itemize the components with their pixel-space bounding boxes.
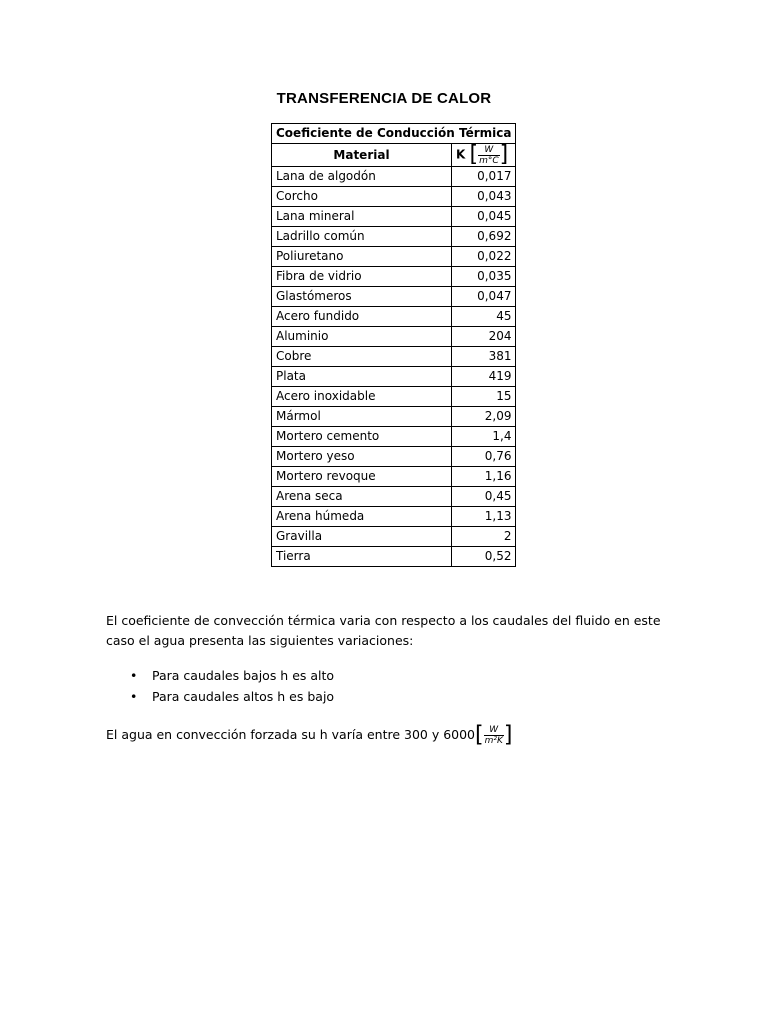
k-value-cell: 0,047 <box>451 287 515 307</box>
table-row <box>272 387 516 407</box>
table-row <box>272 307 516 327</box>
k-value-cell: 0,76 <box>451 447 515 467</box>
bracket-open: [ <box>475 722 484 748</box>
material-cell: Aluminio <box>272 327 452 347</box>
table-row <box>272 407 516 427</box>
k-value-cell: 2 <box>451 527 515 547</box>
table-row <box>272 427 516 447</box>
material-cell: Poliuretano <box>272 247 452 267</box>
k-value-cell: 45 <box>451 307 515 327</box>
paragraph-convection: El coeficiente de convección térmica varia con respecto a los caudales del fluido en este caso el agua presenta las siguientes variaciones: <box>106 613 661 648</box>
material-cell: Mortero revoque <box>272 467 452 487</box>
table-row <box>272 167 516 187</box>
material-cell: Ladrillo común <box>272 227 452 247</box>
table-row <box>272 287 516 307</box>
bracket-open: [ <box>469 142 479 167</box>
table-row <box>272 347 516 367</box>
k-value-cell: 0,043 <box>451 187 515 207</box>
material-cell: Glastómeros <box>272 287 452 307</box>
k-value-cell: 0,52 <box>451 547 515 567</box>
material-cell: Acero fundido <box>272 307 452 327</box>
header-k <box>451 144 515 167</box>
k-value-cell: 0,017 <box>451 167 515 187</box>
material-cell: Cobre <box>272 347 452 367</box>
table-row <box>272 187 516 207</box>
k-unit <box>478 145 500 166</box>
h-unit-numerator: W <box>484 725 504 736</box>
k-value-cell: 15 <box>451 387 515 407</box>
material-cell: Acero inoxidable <box>272 387 452 407</box>
paragraph-water <box>106 724 666 747</box>
bullet-icon: • <box>130 689 138 704</box>
material-cell: Gravilla <box>272 527 452 547</box>
k-unit-numerator: W <box>478 145 500 156</box>
material-cell: Corcho <box>272 187 452 207</box>
material-cell: Plata <box>272 367 452 387</box>
k-value-cell: 0,022 <box>451 247 515 267</box>
table-row <box>272 547 516 567</box>
list-item-text: Para caudales altos h es bajo <box>152 689 335 704</box>
material-cell: Mortero cemento <box>272 427 452 447</box>
table-row <box>272 327 516 347</box>
k-value-cell: 1,4 <box>451 427 515 447</box>
table-row <box>272 487 516 507</box>
h-unit-denominator: m²K <box>484 736 503 746</box>
material-cell: Tierra <box>272 547 452 567</box>
material-cell: Fibra de vidrio <box>272 267 452 287</box>
conductivity-table <box>271 123 516 567</box>
k-value-cell: 2,09 <box>451 407 515 427</box>
k-value-cell: 419 <box>451 367 515 387</box>
list-item <box>106 686 334 707</box>
table-row <box>272 247 516 267</box>
bracket-close: ] <box>503 722 513 748</box>
table-row <box>272 447 516 467</box>
bracket-close: ] <box>499 142 509 167</box>
header-material: Material <box>272 144 452 167</box>
k-value-cell: 0,035 <box>451 267 515 287</box>
k-value-cell: 0,692 <box>451 227 515 247</box>
list-item <box>106 665 334 686</box>
k-value-cell: 0,045 <box>451 207 515 227</box>
k-symbol: K <box>455 147 466 162</box>
material-cell: Arena húmeda <box>272 507 452 527</box>
h-unit <box>484 725 504 746</box>
table-caption: Coeficiente de Conducción Térmica <box>272 124 516 144</box>
k-value-cell: 381 <box>451 347 515 367</box>
table-row <box>272 507 516 527</box>
list-item-text: Para caudales bajos h es alto <box>152 668 335 683</box>
material-cell: Mármol <box>272 407 452 427</box>
k-value-cell: 1,16 <box>451 467 515 487</box>
table-row <box>272 267 516 287</box>
bullet-icon: • <box>130 668 138 683</box>
k-value-cell: 204 <box>451 327 515 347</box>
table-row <box>272 527 516 547</box>
table-row <box>272 227 516 247</box>
table-row <box>272 207 516 227</box>
k-unit-denominator: m°C <box>479 155 499 166</box>
k-value-cell: 0,45 <box>451 487 515 507</box>
table-row <box>272 367 516 387</box>
material-cell: Mortero yeso <box>272 447 452 467</box>
document-title: TRANSFERENCIA DE CALOR <box>276 90 492 107</box>
material-cell: Lana mineral <box>272 207 452 227</box>
bullet-list <box>106 665 334 707</box>
material-cell: Lana de algodón <box>272 167 452 187</box>
paragraph-water-text: El agua en convección forzada su h varía entre 300 y 6000 <box>106 727 476 742</box>
k-value-cell: 1,13 <box>451 507 515 527</box>
material-cell: Arena seca <box>272 487 452 507</box>
table-row <box>272 467 516 487</box>
